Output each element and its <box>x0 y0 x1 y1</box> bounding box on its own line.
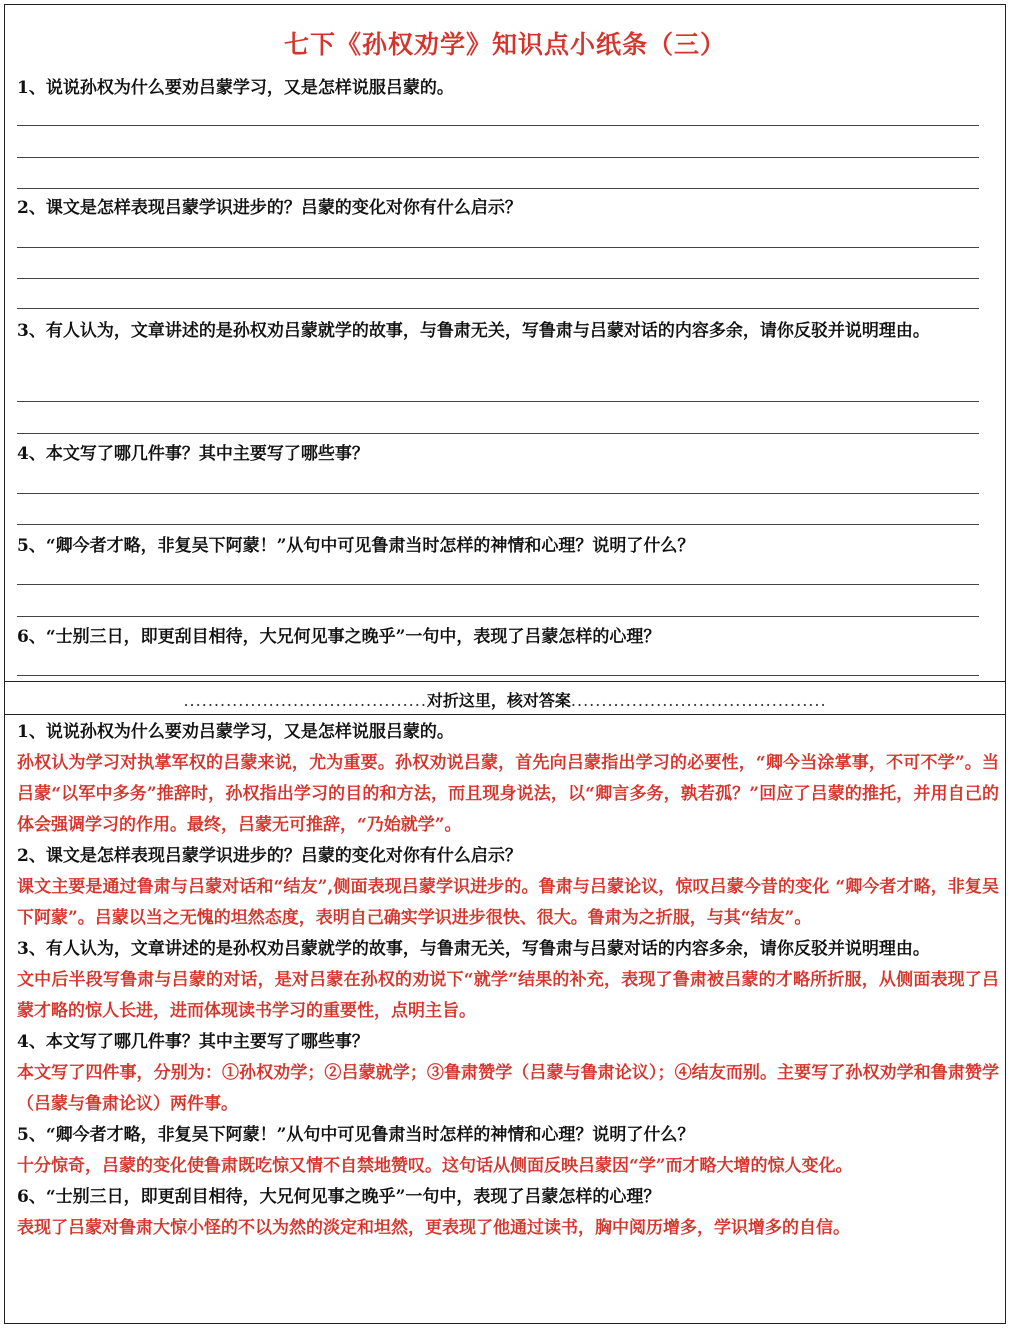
answer-line <box>17 247 979 248</box>
answer-text-2: 课文主要是通过鲁肃与吕蒙对话和“结友”,侧面表现吕蒙学识进步的。鲁肃与吕蒙论议，惊叹吕蒙今昔的变化 “卿今者才略，非复吴下阿蒙”。吕蒙以当之无愧的坦然态度，表明自己确实学识进步很快、很大。鲁肃为之折服，与其“结友”。 <box>17 877 999 928</box>
answer-line <box>17 616 979 617</box>
answer-text-5: 十分惊奇，吕蒙的变化使鲁肃既吃惊又情不自禁地赞叹。这句话从侧面反映吕蒙因“学”而才略大增的惊人变化。 <box>17 1156 853 1176</box>
answer-line <box>17 157 979 158</box>
answer-line <box>17 278 979 279</box>
question-5: 5、“卿今者才略，非复吴下阿蒙！”从句中可见鲁肃当时怎样的神情和心理？说明了什么？ <box>17 536 695 556</box>
answer-line <box>17 524 979 525</box>
question-1: 1、说说孙权为什么要劝吕蒙学习，又是怎样说服吕蒙的。 <box>17 78 454 98</box>
question-3: 3、有人认为，文章讲述的是孙权劝吕蒙就学的故事，与鲁肃无关，写鲁肃与吕蒙对话的内容多余，请你反驳并说明理由。 <box>17 321 930 341</box>
answer-question-1: 1、说说孙权为什么要劝吕蒙学习，又是怎样说服吕蒙的。 <box>17 722 454 742</box>
question-2: 2、课文是怎样表现吕蒙学识进步的？吕蒙的变化对你有什么启示？ <box>17 198 522 218</box>
question-4: 4、本文写了哪几件事？其中主要写了哪些事？ <box>17 444 369 464</box>
answer-text-3: 文中后半段写鲁肃与吕蒙的对话，是对吕蒙在孙权的劝说下“就学”结果的补充，表现了鲁肃被吕蒙的才略所折服，从侧面表现了吕蒙才略的惊人长进，进而体现读书学习的重要性，点明主旨。 <box>17 970 999 1021</box>
worksheet <box>4 4 1006 1324</box>
answer-section <box>17 717 999 1244</box>
fold-dots-left: ........................................ <box>183 691 427 710</box>
fold-line <box>15 688 995 712</box>
fold-dots-right: .......................................... <box>570 691 827 710</box>
answer-question-5: 5、“卿今者才略，非复吴下阿蒙！”从句中可见鲁肃当时怎样的神情和心理？说明了什么？ <box>17 1125 695 1145</box>
answer-line <box>17 401 979 402</box>
answer-line <box>17 308 979 309</box>
question-section <box>5 5 1005 681</box>
answer-question-6: 6、“士别三日，即更刮目相待，大兄何见事之晚乎”一句中，表现了吕蒙怎样的心理？ <box>17 1187 661 1207</box>
answer-text-6: 表现了吕蒙对鲁肃大惊小怪的不以为然的淡定和坦然，更表现了他通过读书，胸中阅历增多，学识增多的自信。 <box>17 1218 850 1238</box>
question-6: 6、“士别三日，即更刮目相待，大兄何见事之晚乎”一句中，表现了吕蒙怎样的心理？ <box>17 627 661 647</box>
page-title: 七下《孙权劝学》知识点小纸条（三） <box>283 30 726 59</box>
answer-line <box>17 188 979 189</box>
fold-label: 对折这里，核对答案 <box>426 691 571 710</box>
answer-line <box>17 125 979 126</box>
fold-border-bottom <box>5 714 1005 715</box>
answer-question-3: 3、有人认为，文章讲述的是孙权劝吕蒙就学的故事，与鲁肃无关，写鲁肃与吕蒙对话的内容多余，请你反驳并说明理由。 <box>17 939 930 959</box>
answer-line <box>17 584 979 585</box>
answer-line <box>17 493 979 494</box>
fold-border-top <box>5 681 1005 682</box>
answer-question-2: 2、课文是怎样表现吕蒙学识进步的？吕蒙的变化对你有什么启示？ <box>17 846 522 866</box>
answer-text-4: 本文写了四件事，分别为：①孙权劝学；②吕蒙就学；③鲁肃赞学（吕蒙与鲁肃论议）；④结友而别。主要写了孙权劝学和鲁肃赞学（吕蒙与鲁肃论议）两件事。 <box>17 1063 999 1114</box>
answer-question-4: 4、本文写了哪几件事？其中主要写了哪些事？ <box>17 1032 369 1052</box>
answer-line <box>17 433 979 434</box>
answer-text-1: 孙权认为学习对执掌军权的吕蒙来说，尤为重要。孙权劝说吕蒙，首先向吕蒙指出学习的必要性，“卿今当涂掌事，不可不学”。当吕蒙“以军中多务”推辞时，孙权指出学习的目的和方法，而且现身说法，以“卿言多务，孰若孤？”回应了吕蒙的推托，并用自己的体会强调学习的作用。最终，吕蒙无可推辞，“乃始就学”。 <box>17 753 999 835</box>
answer-line <box>17 675 979 676</box>
